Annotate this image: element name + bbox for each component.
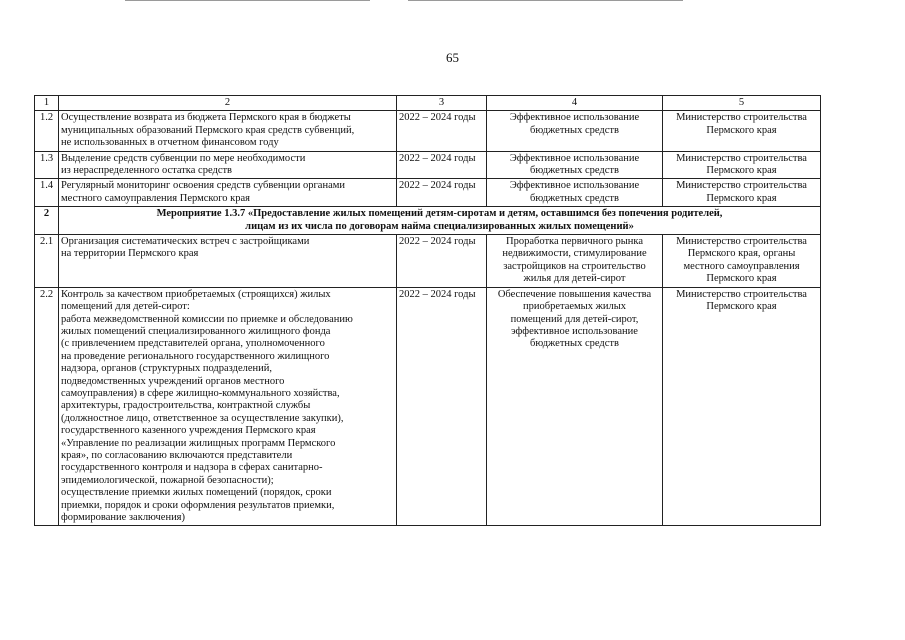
top-rule-right <box>408 0 683 1</box>
section-title: Мероприятие 1.3.7 «Предоставление жилых помещений детям-сиротам и детям, оставшимся без попечения родителей, лицам из их числа по договорам найма специализированных жилых помещений» <box>59 207 821 235</box>
table-row <box>35 179 821 207</box>
executor-cell: Министерство строительства Пермского края, органы местного самоуправления Пермского края <box>663 235 821 288</box>
activity-cell: Выделение средств субвенции по мере необходимости из нераспределенного остатка средств <box>59 151 397 179</box>
period-cell: 2022 – 2024 годы <box>397 235 487 288</box>
row-number: 1.2 <box>35 111 59 151</box>
column-number-4: 4 <box>487 96 663 111</box>
activity-cell: Контроль за качеством приобретаемых (строящихся) жилых помещений для детей-сирот: работа межведомственной комиссии по приемке и обследованию жилых помещений специализированного жилищного фонда (с привлечением представителей органа, уполномоченного на проведение регионального государственного жилищного надзора, органов (структурных подразделений, подведомственных учреждений органов местного самоуправления) в сфере жилищно-коммунального хозяйства, архитектуры, градостроительства, контрактной службы (должностное лицо, ответственное за осуществление закупки), государственного казенного учреждения Пермского края «Управление по реализации жилищных программ Пермского края», по согласованию включаются представители государственного контроля и надзора в сферах санитарно- эпидемиологической, пожарной безопасности); осуществление приемки жилых помещений (порядок, сроки приемки, порядок и сроки оформления результатов приемки, формирование заключения) <box>59 287 397 526</box>
row-number: 1.3 <box>35 151 59 179</box>
result-cell: Эффективное использование бюджетных средств <box>487 151 663 179</box>
result-cell: Эффективное использование бюджетных средств <box>487 179 663 207</box>
period-cell: 2022 – 2024 годы <box>397 179 487 207</box>
table-row <box>35 235 821 288</box>
column-number-5: 5 <box>663 96 821 111</box>
section-row <box>35 207 821 235</box>
executor-cell: Министерство строительства Пермского края <box>663 287 821 526</box>
period-cell: 2022 – 2024 годы <box>397 151 487 179</box>
result-cell: Проработка первичного рынка недвижимости, стимулирование застройщиков на строительство жилья для детей-сирот <box>487 235 663 288</box>
table-row <box>35 287 821 526</box>
page-number: 65 <box>446 50 459 65</box>
table-row <box>35 111 821 151</box>
table-row <box>35 151 821 179</box>
executor-cell: Министерство строительства Пермского края <box>663 179 821 207</box>
row-number: 2.2 <box>35 287 59 526</box>
column-number-row <box>35 96 821 111</box>
result-cell: Эффективное использование бюджетных средств <box>487 111 663 151</box>
measures-table <box>34 95 821 526</box>
column-number-2: 2 <box>59 96 397 111</box>
section-number: 2 <box>35 207 59 235</box>
activity-cell: Регулярный мониторинг освоения средств субвенции органами местного самоуправления Пермского края <box>59 179 397 207</box>
result-cell: Обеспечение повышения качества приобретаемых жилых помещений для детей-сирот, эффективное использование бюджетных средств <box>487 287 663 526</box>
period-cell: 2022 – 2024 годы <box>397 287 487 526</box>
executor-cell: Министерство строительства Пермского края <box>663 151 821 179</box>
executor-cell: Министерство строительства Пермского края <box>663 111 821 151</box>
row-number: 1.4 <box>35 179 59 207</box>
column-number-1: 1 <box>35 96 59 111</box>
activity-cell: Осуществление возврата из бюджета Пермского края в бюджеты муниципальных образований Пермского края средств субвенций, не использованных в отчетном финансовом году <box>59 111 397 151</box>
column-number-3: 3 <box>397 96 487 111</box>
period-cell: 2022 – 2024 годы <box>397 111 487 151</box>
activity-cell: Организация систематических встреч с застройщиками на территории Пермского края <box>59 235 397 288</box>
top-rule-left <box>125 0 370 1</box>
row-number: 2.1 <box>35 235 59 288</box>
